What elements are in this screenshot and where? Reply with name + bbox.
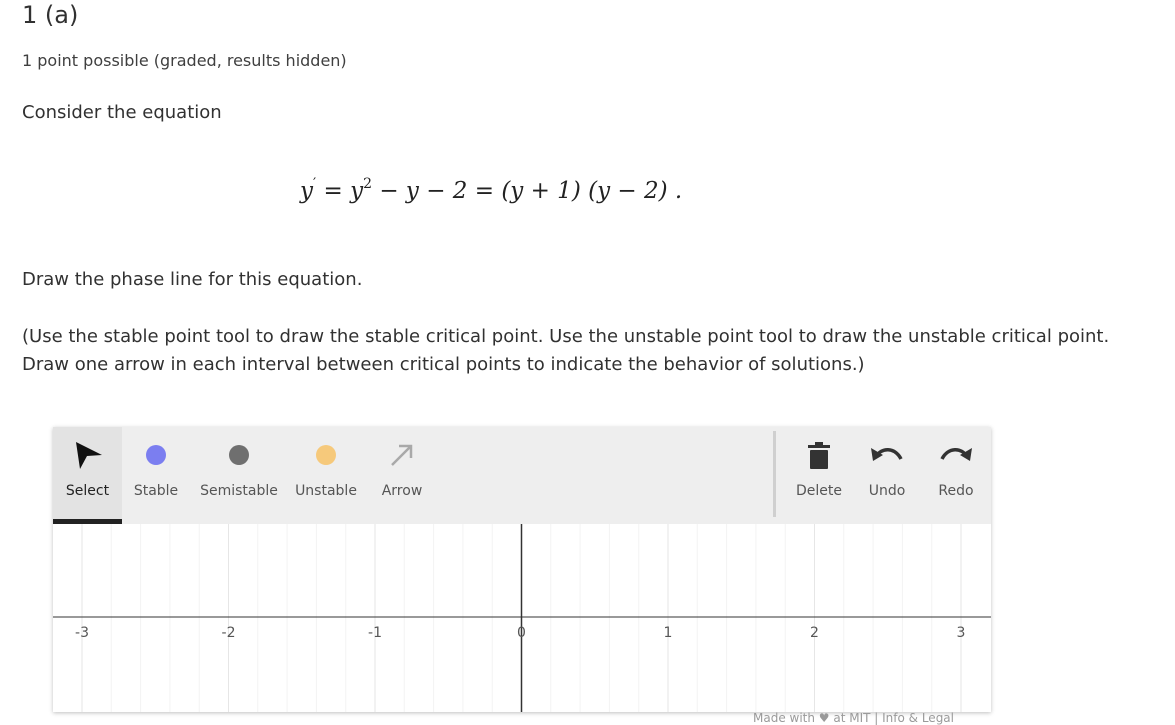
stable-point-icon: [146, 445, 166, 465]
tick-label: -3: [75, 625, 89, 641]
toolbar: [53, 427, 991, 524]
undo-button[interactable]: [863, 427, 911, 524]
undo-icon: [869, 427, 905, 483]
tick-label: 2: [810, 625, 819, 641]
redo-button[interactable]: [933, 427, 979, 524]
tick-label: -1: [368, 625, 382, 641]
arrow-tool-button[interactable]: [375, 427, 429, 524]
eq-rest: − y − 2 = (y + 1) (y − 2) .: [372, 178, 683, 204]
eq-square: 2: [363, 176, 373, 192]
unstable-point-icon: [316, 445, 336, 465]
hint-line-2: Draw one arrow in each interval between critical points to indicate the behavior of solutions.): [22, 354, 865, 375]
cursor-icon: [72, 427, 104, 483]
trash-icon: [808, 427, 830, 483]
select-tool-button[interactable]: [53, 427, 122, 524]
eq-eq1: =: [316, 178, 351, 204]
credit-footer: Made with ♥ at MIT | Info & Legal: [753, 711, 954, 725]
redo-icon: [938, 427, 974, 483]
stable-tool-label: Stable: [133, 483, 179, 499]
points-info: 1 point possible (graded, results hidden): [22, 51, 347, 70]
undo-label: Undo: [868, 483, 906, 499]
hint-line-1: (Use the stable point tool to draw the stable critical point. Use the unstable point tool to draw the unstable critical point.: [22, 326, 1110, 347]
stable-tool-button[interactable]: [127, 427, 185, 524]
toolbar-divider: [773, 431, 776, 517]
eq-y: y: [300, 178, 313, 204]
instruction-text: Draw the phase line for this equation.: [22, 269, 363, 290]
arrow-icon: [389, 427, 415, 483]
select-tool-label: Select: [65, 483, 110, 499]
delete-button[interactable]: [793, 427, 845, 524]
unstable-tool-button[interactable]: [290, 427, 362, 524]
tick-label: 1: [663, 625, 673, 641]
tick-label: 3: [956, 625, 966, 641]
semistable-tool-label: Semistable: [200, 483, 278, 499]
semistable-tool-button[interactable]: [196, 427, 282, 524]
phase-line-canvas[interactable]: [53, 524, 991, 712]
delete-label: Delete: [796, 483, 842, 499]
eq-y2: y: [350, 178, 364, 204]
tick-label: 0: [517, 625, 526, 641]
redo-label: Redo: [938, 483, 974, 499]
equation: [300, 178, 682, 204]
arrow-tool-label: Arrow: [381, 483, 423, 499]
unstable-tool-label: Unstable: [295, 483, 357, 499]
phase-line-tool: [53, 427, 991, 725]
semistable-point-icon: [229, 445, 249, 465]
tick-label: -2: [221, 625, 236, 641]
intro-text: Consider the equation: [22, 102, 222, 123]
eq-prime: ′: [313, 176, 317, 192]
problem-title: 1 (a): [22, 1, 79, 29]
